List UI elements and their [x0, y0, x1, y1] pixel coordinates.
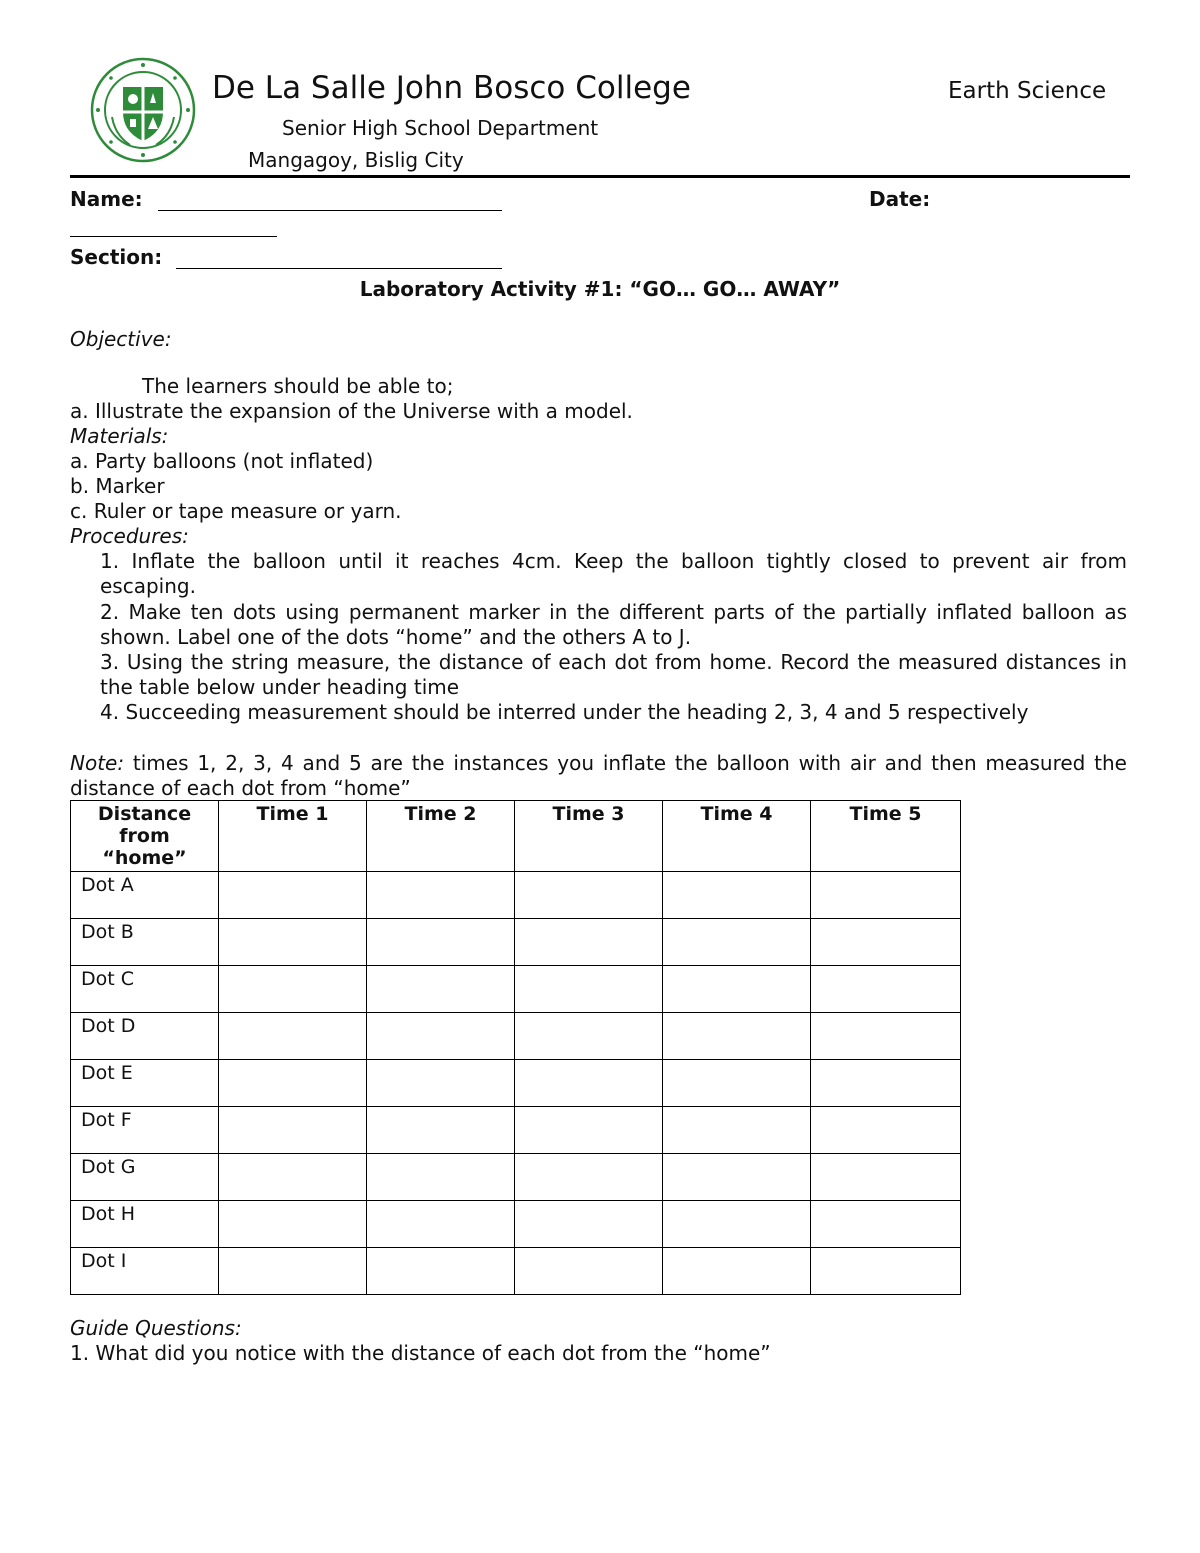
- measurement-cell[interactable]: [811, 872, 961, 919]
- guide-question: 1. What did you notice with the distance of each dot from the “home”: [70, 1341, 771, 1365]
- measurement-cell[interactable]: [367, 1201, 515, 1248]
- measurement-cell[interactable]: [663, 1013, 811, 1060]
- row-label: Dot F: [71, 1107, 219, 1154]
- materials-heading: Materials:: [70, 424, 169, 448]
- procedures-heading: Procedures:: [70, 524, 189, 548]
- measurement-cell[interactable]: [811, 1107, 961, 1154]
- table-row: [71, 1060, 961, 1107]
- department-label: Senior High School Department: [282, 116, 599, 140]
- measurement-cell[interactable]: [219, 1013, 367, 1060]
- table-row: [71, 966, 961, 1013]
- procedure-step: 2. Make ten dots using permanent marker in the different parts of the partially inflated balloon as shown. Label one of the dots “home” and the others A to J.: [100, 600, 1127, 649]
- measurement-cell[interactable]: [663, 1248, 811, 1295]
- row-label: Dot D: [71, 1013, 219, 1060]
- row-label: Dot H: [71, 1201, 219, 1248]
- row-label: Dot A: [71, 872, 219, 919]
- measurement-cell[interactable]: [663, 1201, 811, 1248]
- measurement-cell[interactable]: [515, 966, 663, 1013]
- school-name: De La Salle John Bosco College: [212, 70, 691, 106]
- measurement-cell[interactable]: [367, 1107, 515, 1154]
- measurement-cell[interactable]: [811, 1060, 961, 1107]
- measurement-cell[interactable]: [219, 919, 367, 966]
- measurement-cell[interactable]: [811, 1201, 961, 1248]
- procedure-step: 3. Using the string measure, the distance of each dot from home. Record the measured distances in the table below under heading time: [100, 650, 1127, 699]
- measurement-cell[interactable]: [515, 872, 663, 919]
- measurement-cell[interactable]: [219, 1060, 367, 1107]
- measurement-cell[interactable]: [515, 1107, 663, 1154]
- header-divider: [70, 175, 1130, 178]
- measurement-cell[interactable]: [515, 1060, 663, 1107]
- table-row: [71, 1201, 961, 1248]
- measurement-cell[interactable]: [811, 1248, 961, 1295]
- measurement-cell[interactable]: [515, 919, 663, 966]
- measurement-cell[interactable]: [515, 1248, 663, 1295]
- column-header: Time 4: [663, 801, 811, 872]
- note-paragraph: [70, 751, 1127, 801]
- measurement-cell[interactable]: [367, 1013, 515, 1060]
- column-header: Distance from “home”: [71, 801, 219, 872]
- measurement-cell[interactable]: [219, 966, 367, 1013]
- measurement-cell[interactable]: [367, 1248, 515, 1295]
- activity-title: Laboratory Activity #1: “GO… GO… AWAY”: [359, 277, 841, 301]
- subject-label: Earth Science: [948, 78, 1107, 104]
- row-label: Dot E: [71, 1060, 219, 1107]
- note-text: times 1, 2, 3, 4 and 5 are the instances you inflate the balloon with air and then measured the distance of each dot from “home”: [70, 751, 1127, 800]
- table-row: [71, 872, 961, 919]
- materials-item: c. Ruler or tape measure or yarn.: [70, 499, 402, 523]
- distance-table: [70, 800, 961, 1295]
- guide-heading: Guide Questions:: [70, 1316, 242, 1340]
- measurement-cell[interactable]: [219, 872, 367, 919]
- measurement-cell[interactable]: [811, 1013, 961, 1060]
- measurement-cell[interactable]: [219, 1107, 367, 1154]
- measurement-cell[interactable]: [811, 919, 961, 966]
- measurement-cell[interactable]: [515, 1201, 663, 1248]
- name-label: Name:: [70, 187, 143, 211]
- measurement-cell[interactable]: [219, 1154, 367, 1201]
- school-seal-logo: [90, 57, 196, 163]
- measurement-cell[interactable]: [663, 1107, 811, 1154]
- measurement-cell[interactable]: [663, 872, 811, 919]
- row-label: Dot G: [71, 1154, 219, 1201]
- note-label: Note:: [70, 751, 125, 775]
- procedure-step: 4. Succeeding measurement should be interred under the heading 2, 3, 4 and 5 respectively: [100, 700, 1029, 724]
- measurement-cell[interactable]: [663, 1060, 811, 1107]
- measurement-cell[interactable]: [367, 919, 515, 966]
- column-header: Time 2: [367, 801, 515, 872]
- materials-item: b. Marker: [70, 474, 165, 498]
- measurement-cell[interactable]: [663, 966, 811, 1013]
- column-header: Time 3: [515, 801, 663, 872]
- measurement-cell[interactable]: [367, 872, 515, 919]
- measurement-cell[interactable]: [663, 1154, 811, 1201]
- table-row: [71, 1248, 961, 1295]
- measurement-cell[interactable]: [811, 966, 961, 1013]
- section-label: Section:: [70, 245, 163, 269]
- section-field-line[interactable]: [176, 268, 502, 269]
- table-row: [71, 1013, 961, 1060]
- name-field-line[interactable]: [158, 210, 502, 211]
- measurement-cell[interactable]: [515, 1013, 663, 1060]
- objective-item: a. Illustrate the expansion of the Universe with a model.: [70, 399, 633, 423]
- table-row: [71, 1154, 961, 1201]
- row-label: Dot I: [71, 1248, 219, 1295]
- date-label: Date:: [869, 187, 931, 211]
- column-header: Time 5: [811, 801, 961, 872]
- measurement-cell[interactable]: [367, 1154, 515, 1201]
- measurement-cell[interactable]: [663, 919, 811, 966]
- date-field-line[interactable]: [70, 236, 277, 237]
- measurement-cell[interactable]: [367, 1060, 515, 1107]
- measurement-cell[interactable]: [219, 1248, 367, 1295]
- row-label: Dot C: [71, 966, 219, 1013]
- materials-item: a. Party balloons (not inflated): [70, 449, 374, 473]
- objective-heading: Objective:: [70, 327, 172, 351]
- procedure-step: 1. Inflate the balloon until it reaches 4cm. Keep the balloon tightly closed to prevent air from escaping.: [100, 549, 1127, 598]
- column-header: Time 1: [219, 801, 367, 872]
- measurement-cell[interactable]: [515, 1154, 663, 1201]
- location-label: Mangagoy, Bislig City: [248, 148, 464, 172]
- table-row: [71, 1107, 961, 1154]
- table-header-row: [71, 801, 961, 872]
- measurement-cell[interactable]: [367, 966, 515, 1013]
- measurement-cell[interactable]: [811, 1154, 961, 1201]
- row-label: Dot B: [71, 919, 219, 966]
- objective-intro: The learners should be able to;: [142, 374, 454, 398]
- table-row: [71, 919, 961, 966]
- measurement-cell[interactable]: [219, 1201, 367, 1248]
